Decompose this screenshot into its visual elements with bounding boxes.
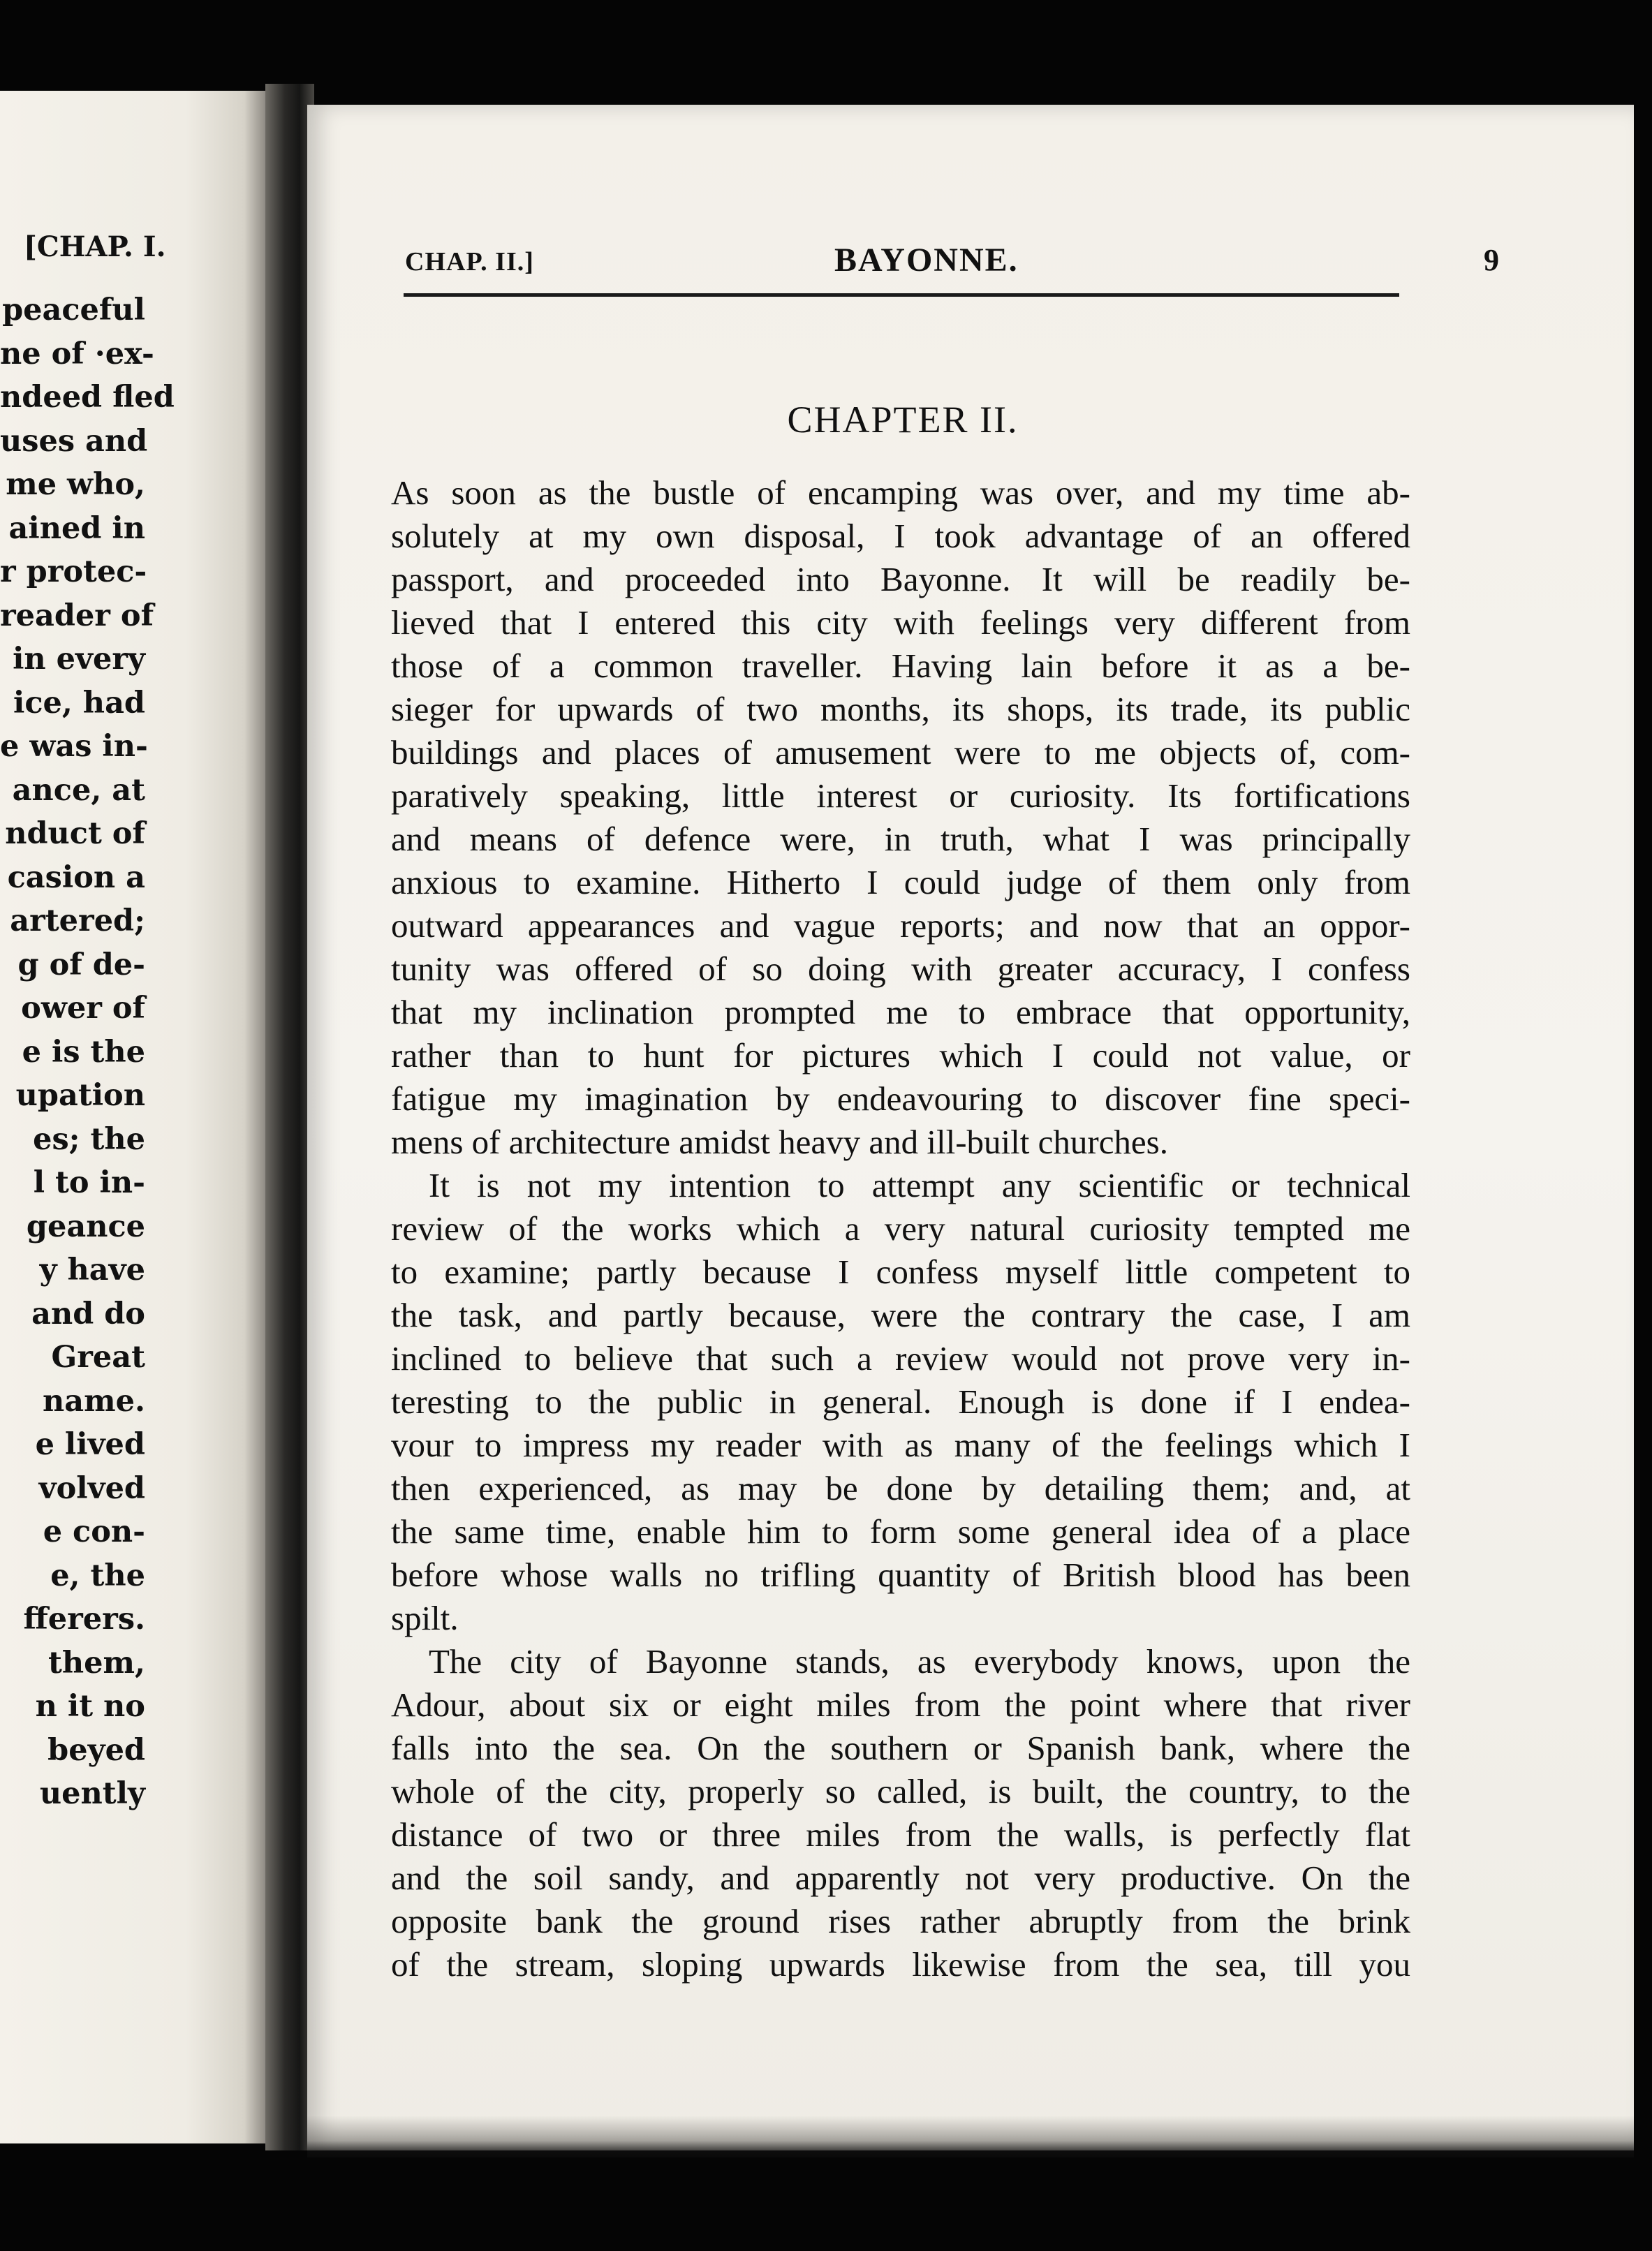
- body-line: vour to impress my reader with as many of the feelings which I: [391, 1426, 1410, 1464]
- body-line: teresting to the public in general. Enough is done if I endea-: [391, 1382, 1410, 1421]
- body-text: [391, 471, 1410, 1986]
- body-line: paratively speaking, little interest or curiosity. Its fortifications: [391, 776, 1410, 815]
- left-page-line: e lived: [35, 1427, 145, 1462]
- left-page-line: artered;: [10, 903, 145, 938]
- body-line: It is not my intention to attempt any scientific or technical: [429, 1166, 1410, 1204]
- body-line: distance of two or three miles from the walls, is perfectly flat: [391, 1815, 1410, 1854]
- body-line: those of a common traveller. Having lain before it as a be-: [391, 647, 1410, 685]
- body-line: rather than to hunt for pictures which I could not value, or: [391, 1036, 1410, 1075]
- left-page-line: ance, at: [12, 772, 145, 808]
- body-line: Adour, about six or eight miles from the point where that river: [391, 1685, 1410, 1724]
- body-line: opposite bank the ground rises rather abruptly from the brink: [391, 1902, 1410, 1940]
- left-page-line: them,: [48, 1645, 145, 1681]
- left-page-line: me who,: [6, 467, 145, 502]
- body-line: sieger for upwards of two months, its shops, its trade, its public: [391, 690, 1410, 728]
- left-page-line: l to in-: [33, 1165, 145, 1200]
- body-line: that my inclination prompted me to embrace that opportunity,: [391, 993, 1410, 1031]
- body-line: passport, and proceeded into Bayonne. It will be readily be-: [391, 560, 1410, 598]
- body-line: before whose walls no trifling quantity of British blood has been: [391, 1556, 1410, 1594]
- body-line: inclined to believe that such a review would not prove very in-: [391, 1339, 1410, 1378]
- left-page-line: e was in-: [0, 729, 148, 764]
- left-page-line: uses and: [0, 423, 148, 459]
- body-line: mens of architecture amidst heavy and ill-built churches.: [391, 1123, 1169, 1161]
- body-line: and means of defence were, in truth, what I was principally: [391, 820, 1410, 858]
- left-page-line: fferers.: [23, 1602, 145, 1637]
- body-line: review of the works which a very natural curiosity tempted me: [391, 1209, 1410, 1248]
- left-page-line: e, the: [50, 1558, 145, 1593]
- left-page-line: uently: [39, 1776, 145, 1811]
- right-page: [307, 105, 1634, 2150]
- left-page-line: beyed: [47, 1732, 145, 1768]
- body-line: whole of the city, properly so called, is built, the country, to the: [391, 1772, 1410, 1810]
- left-page-line: es; the: [33, 1121, 145, 1157]
- body-line: spilt.: [391, 1599, 459, 1637]
- running-head: [405, 241, 1652, 283]
- running-head-chapter: CHAP. II.]: [405, 247, 534, 276]
- page-number: 9: [1484, 243, 1499, 277]
- body-line: falls into the sea. On the southern or Spanish bank, where the: [391, 1729, 1410, 1767]
- left-page-line: reader of: [0, 598, 154, 633]
- left-page-line: peaceful: [2, 293, 145, 327]
- body-line: buildings and places of amusement were to me objects of, com-: [391, 733, 1410, 772]
- chapter-title: CHAPTER II.: [787, 399, 1019, 441]
- body-line: The city of Bayonne stands, as everybody knows, upon the: [429, 1642, 1410, 1681]
- left-page-line: e is the: [22, 1034, 145, 1070]
- left-facing-page: [0, 91, 265, 2143]
- body-line: of the stream, sloping upwards likewise from the sea, till you: [391, 1945, 1410, 1984]
- left-running-head: [CHAP. I.: [24, 230, 166, 263]
- body-line: to examine; partly because I confess myself little competent to: [391, 1253, 1410, 1291]
- body-line: solutely at my own disposal, I took advantage of an offered: [391, 517, 1410, 555]
- left-page-line: name.: [43, 1383, 145, 1419]
- left-page-line: in every: [13, 642, 145, 677]
- left-page-line: e con-: [43, 1514, 145, 1549]
- body-line: the task, and partly because, were the contrary the case, I am: [391, 1296, 1410, 1334]
- left-page-line: nduct of: [5, 816, 145, 851]
- running-head-title: BAYONNE.: [834, 242, 1019, 279]
- body-line: tunity was offered of so doing with greater accuracy, I confess: [391, 950, 1410, 988]
- body-line: As soon as the bustle of encamping was over, and my time ab-: [391, 473, 1410, 512]
- page-bottom-edge: [307, 2116, 1634, 2157]
- left-page-line: ained in: [8, 510, 145, 546]
- body-line: the same time, enable him to form some general idea of a place: [391, 1512, 1410, 1551]
- left-page-line: r protec-: [0, 554, 147, 589]
- left-page-line: ower of: [21, 991, 145, 1026]
- left-page-line: y have: [39, 1253, 145, 1287]
- body-line: anxious to examine. Hitherto I could judge of them only from: [391, 863, 1410, 901]
- left-page-line: ndeed fled: [0, 380, 175, 415]
- left-page-line: upation: [15, 1078, 145, 1113]
- left-page-line: ice, had: [13, 685, 145, 721]
- left-page-line: volved: [38, 1470, 145, 1506]
- body-line: outward appearances and vague reports; and now that an oppor-: [391, 906, 1410, 945]
- body-line: and the soil sandy, and apparently not very productive. On the: [391, 1859, 1410, 1897]
- left-page-line: ne of ·ex-: [0, 336, 154, 371]
- left-page-line: n it no: [35, 1689, 145, 1724]
- body-line: lieved that I entered this city with feelings very different from: [391, 603, 1410, 642]
- left-page-line: g of de-: [17, 947, 145, 982]
- header-rule: [404, 293, 1399, 297]
- left-page-line: and do: [31, 1296, 145, 1331]
- left-page-line: geance: [26, 1209, 145, 1244]
- left-page-line: Great: [51, 1340, 145, 1375]
- left-page-line: casion a: [7, 859, 145, 895]
- left-page-text: [0, 288, 175, 1816]
- body-line: then experienced, as may be done by detailing them; and, at: [391, 1469, 1410, 1507]
- body-line: fatigue my imagination by endeavouring to discover fine speci-: [391, 1079, 1410, 1118]
